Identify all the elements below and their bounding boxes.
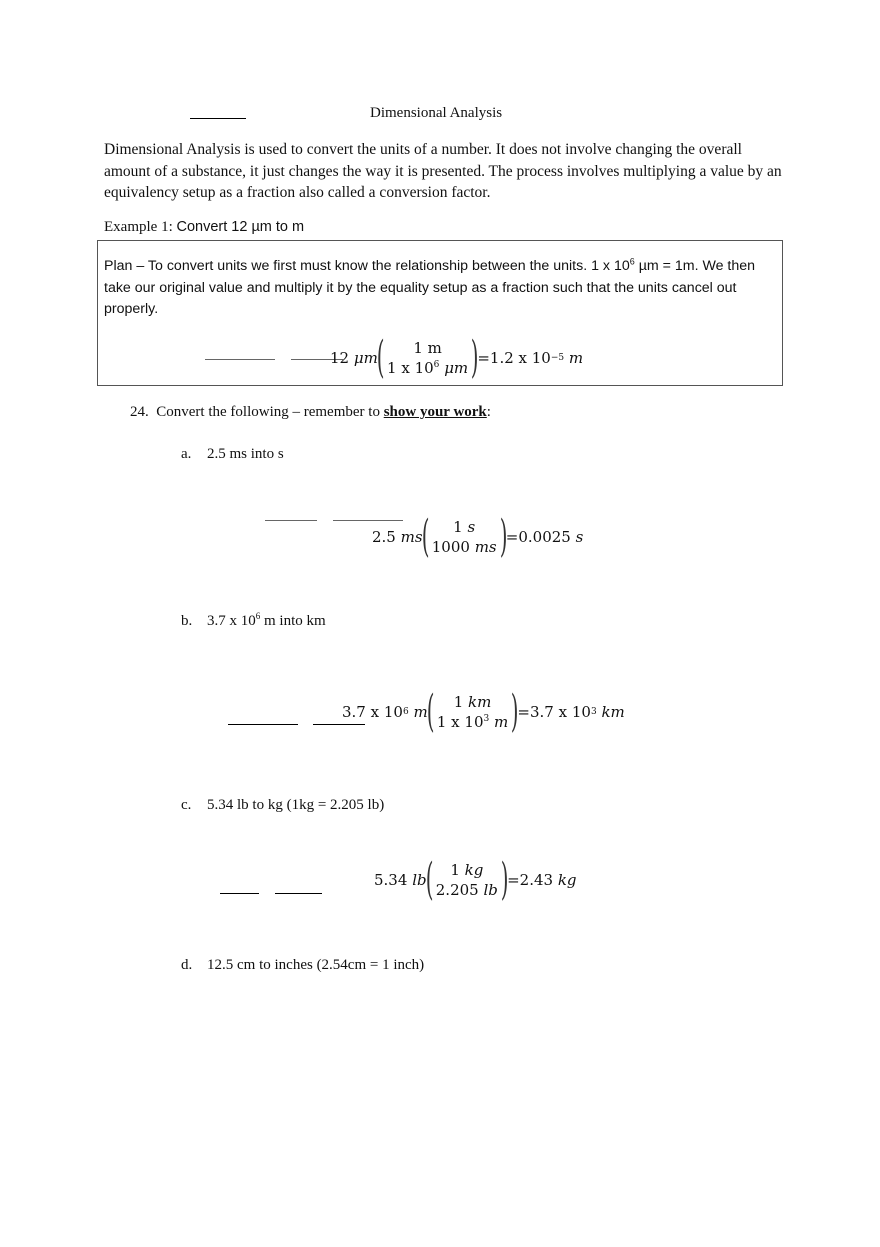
eq-a-num-value: 1 <box>453 518 463 536</box>
example-label: Example 1: <box>104 219 173 235</box>
eq-a-lhs-unit: ms <box>400 528 423 546</box>
eq-ex-den-unit: μm <box>444 359 469 377</box>
eq-ex-rhs-base: =1.2 x 10 <box>477 349 551 367</box>
eq-b-lhs-base: 3.7 x 10 <box>342 703 403 721</box>
part-d-label: d. <box>181 957 193 973</box>
part-c-blank-line-2 <box>275 893 322 894</box>
part-a <box>181 446 284 463</box>
eq-b-rhs-unit: km <box>601 703 625 721</box>
question-number: 24. <box>130 404 149 420</box>
part-a-equation <box>372 511 584 562</box>
left-paren: ( <box>426 686 435 737</box>
part-b-label: b. <box>181 613 193 629</box>
eq-b-rhs-base: =3.7 x 10 <box>517 703 591 721</box>
eq-c-denominator <box>434 881 500 899</box>
eq-b-den-unit: m <box>494 713 509 731</box>
plan-exponent: 6 <box>629 256 635 267</box>
eq-c-num-unit: kg <box>464 861 484 879</box>
question-stem-text: Convert the following – remember to <box>156 404 384 420</box>
part-c-label: c. <box>181 797 192 813</box>
page-title: Dimensional Analysis <box>370 105 503 121</box>
eq-c-fraction <box>434 861 500 899</box>
eq-b-den-exp: 3 <box>483 714 490 724</box>
plan-text-part1: Plan – To convert units we first must know the relationship between the units. 1 x 10 <box>104 258 630 274</box>
example-task: Convert 12 µm to m <box>176 219 305 235</box>
eq-a-num-unit: s <box>467 518 476 536</box>
title-underline-rule <box>190 118 246 119</box>
question-24-stem <box>130 404 491 421</box>
part-b-text-exp: 6 <box>255 611 261 621</box>
eq-ex-rhs-unit: m <box>568 349 584 367</box>
plan-text-part2: µm = 1m. We then take our original value and multiply it by the equality setup as a fraction such that the units cancel out properly. <box>104 258 756 317</box>
eq-a-numerator <box>451 518 477 536</box>
plan-text <box>104 256 774 321</box>
left-paren: ( <box>421 511 430 562</box>
part-a-blank-line-1 <box>265 520 317 521</box>
part-b-equation: 3.7 x 10 6 m ( 1 km 1 x $10^3$ m ) =3.7 x 10 3 km <box>342 686 625 737</box>
part-a-label: a. <box>181 446 192 462</box>
part-d-text: 12.5 cm to inches (2.54cm = 1 inch) <box>207 957 425 973</box>
eq-b-num-unit: km <box>468 693 492 711</box>
eq-c-lhs-value: 5.34 <box>374 871 408 889</box>
eq-ex-den-base: 1 x 10 <box>387 359 434 377</box>
eq-a-rhs-value: =0.0025 <box>505 528 571 546</box>
right-paren: ) <box>500 854 509 905</box>
eq-a-lhs-value: 2.5 <box>372 528 396 546</box>
eq-a-fraction <box>430 518 499 556</box>
eq-b-denominator <box>435 713 510 731</box>
eq-c-lhs-unit: lb <box>412 871 427 889</box>
right-paren: ) <box>499 511 508 562</box>
eq-a-denominator <box>430 538 499 556</box>
eq-a-den-unit: ms <box>474 538 497 556</box>
example-heading <box>104 219 304 236</box>
part-b-text-base: 3.7 x 10 <box>207 613 256 629</box>
part-d <box>181 957 424 974</box>
eq-c-den-unit: lb <box>483 881 498 899</box>
left-paren: ( <box>425 854 434 905</box>
eq-b-num-value: 1 <box>453 693 464 711</box>
eq-ex-numerator <box>411 339 444 357</box>
part-b-blank-line-1 <box>228 724 298 725</box>
part-b <box>181 613 326 630</box>
part-b-text-end: m into km <box>260 613 326 629</box>
question-stem-bold: show your work <box>383 404 487 420</box>
part-c-equation <box>374 854 577 905</box>
eq-b-numerator <box>452 693 494 711</box>
eq-c-rhs-unit: kg <box>557 871 577 889</box>
eq-ex-lhs-value: 12 <box>330 349 350 367</box>
eq-ex-fraction <box>385 339 470 377</box>
eq-b-fraction <box>435 693 510 731</box>
eq-c-numerator <box>448 861 485 879</box>
eq-b-den-base: 1 x 10 <box>436 713 484 731</box>
part-c-text: 5.34 lb to kg (1kg = 2.205 lb) <box>207 797 385 813</box>
part-a-text: 2.5 ms into s <box>207 446 284 462</box>
right-paren: ) <box>510 686 519 737</box>
example-blank-line-1 <box>205 359 275 360</box>
example-equation: 12 μm ( 1 m 1 x $10^6$ μm ) =1.2 x 10 −5 m <box>330 332 584 383</box>
eq-ex-lhs-unit: μm <box>353 349 378 367</box>
part-c-blank-line-1 <box>220 893 259 894</box>
question-stem-end: : <box>486 404 491 420</box>
left-paren: ( <box>376 332 385 383</box>
eq-c-rhs-value: =2.43 <box>507 871 554 889</box>
eq-c-den-value: 2.205 <box>435 881 479 899</box>
eq-ex-denominator <box>385 359 470 377</box>
eq-b-lhs-unit: m <box>413 703 428 721</box>
right-paren: ) <box>470 332 479 383</box>
part-c <box>181 797 384 814</box>
eq-a-rhs-unit: s <box>575 528 584 546</box>
eq-a-den-value: 1000 <box>431 538 470 556</box>
eq-c-num-value: 1 <box>450 861 460 879</box>
eq-ex-num-text: 1 m <box>413 339 442 357</box>
intro-paragraph: Dimensional Analysis is used to convert the units of a number. It does not involve changing the overall amount of a substance, it just changes the way it is presented. The process involves multiplying a value by an equivalency setup as a fraction also called a conversion factor. <box>104 141 782 201</box>
eq-ex-den-exp: 6 <box>433 360 440 370</box>
